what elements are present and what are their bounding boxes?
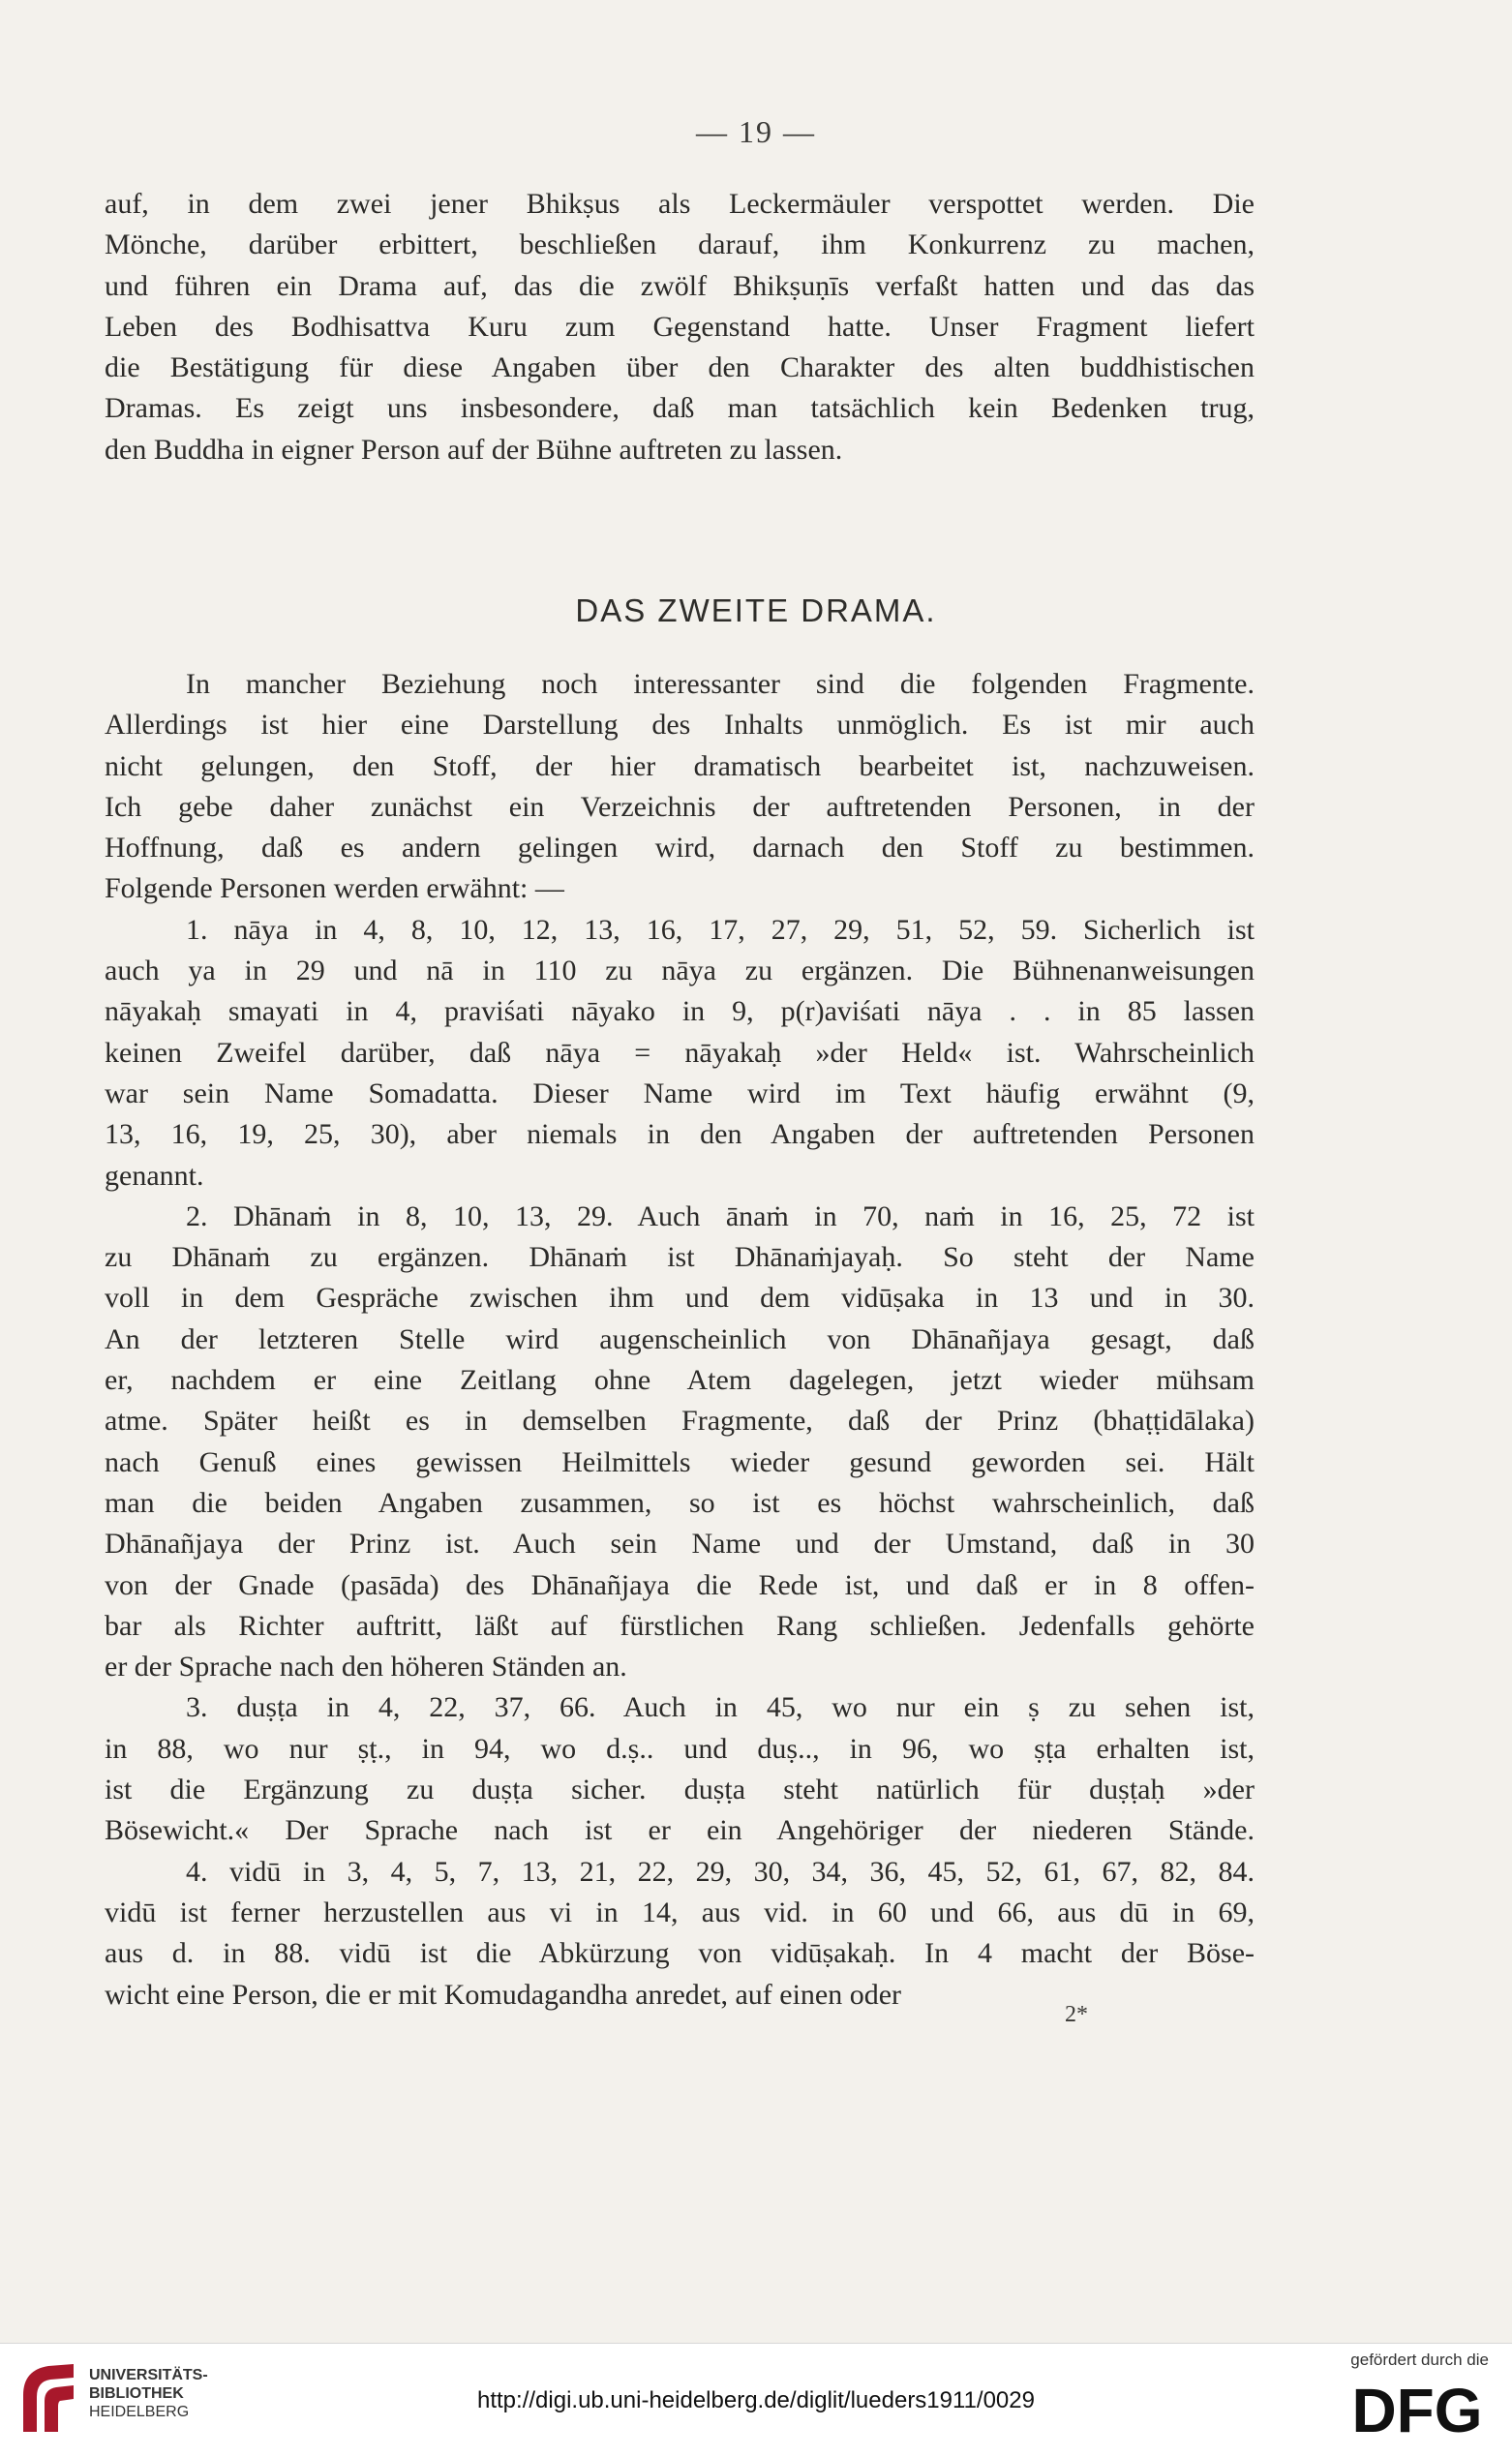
text-line: Folgende Personen werden erwähnt: — <box>105 872 564 905</box>
text-line: Mönche, darüber erbittert, beschließen darauf, ihm Konkurrenz zu machen, <box>105 228 1255 261</box>
text-line: auf, in dem zwei jener Bhikṣus als Leckermäuler verspottet werden. Die <box>105 188 1255 220</box>
text-line: Leben des Bodhisattva Kuru zum Gegenstand hatte. Unser Fragment liefert <box>105 310 1255 343</box>
text-line: von der Gnade (pasāda) des Dhānañjaya die Rede ist, und daß er in 8 offen- <box>105 1568 1255 1601</box>
text-line: in 88, wo nur ṣṭ., in 94, wo d.ṣ.. und duṣ.., in 96, wo ṣṭa erhalten ist, <box>105 1732 1255 1765</box>
text-line: zu Dhānaṁ zu ergänzen. Dhānaṁ ist Dhānaṁjayaḥ. So steht der Name <box>105 1241 1255 1274</box>
text-line: er der Sprache nach den höheren Ständen an. <box>105 1651 627 1684</box>
section-heading: DAS ZWEITE DRAMA. <box>575 592 937 628</box>
text-line: Ich gebe daher zunächst ein Verzeichnis der auftretenden Personen, in der <box>105 790 1255 823</box>
page-number: — 19 — <box>696 114 816 149</box>
body-text <box>105 664 1255 2016</box>
text-line: man die beiden Angaben zusammen, so ist es höchst wahrscheinlich, daß <box>105 1486 1255 1519</box>
text-line: und führen ein Drama auf, das die zwölf Bhikṣuṇīs verfaßt hatten und das das <box>105 269 1255 302</box>
text-line: vidū ist ferner herzustellen aus vi in 14, aus vid. in 60 und 66, aus dū in 69, <box>105 1896 1255 1928</box>
library-line-2: BIBLIOTHEK <box>89 2385 184 2402</box>
text-line: nach Genuß eines gewissen Heilmittels wieder gesund geworden sei. Hält <box>105 1445 1255 1478</box>
text-line: den Buddha in eigner Person auf der Bühne auftreten zu lassen. <box>105 433 843 466</box>
text-line: Allerdings ist hier eine Darstellung des Inhalts unmöglich. Es ist mir auch <box>105 709 1255 742</box>
signature-mark: 2* <box>1065 2002 1088 2027</box>
text-line: war sein Name Somadatta. Dieser Name wird im Text häufig erwähnt (9, <box>105 1077 1255 1109</box>
permalink-url[interactable]: http://digi.ub.uni-heidelberg.de/diglit/lueders1911/0029 <box>477 2387 1035 2413</box>
text-line: wicht eine Person, die er mit Komudagandha anredet, auf einen oder <box>105 1978 902 2011</box>
text-line: atme. Später heißt es in demselben Fragmente, daß der Prinz (bhaṭṭidālaka) <box>105 1405 1255 1438</box>
text-line: Dhānañjaya der Prinz ist. Auch sein Name und der Umstand, daß in 30 <box>105 1528 1255 1561</box>
text-line: er, nachdem er eine Zeitlang ohne Atem dagelegen, jetzt wieder mühsam <box>105 1364 1255 1397</box>
dfg-logo-icon[interactable] <box>1344 2374 1491 2442</box>
intro-paragraph <box>105 184 1255 470</box>
text-line: genannt. <box>105 1159 204 1192</box>
text-line: voll in dem Gespräche zwischen ihm und dem vidūṣaka in 13 und in 30. <box>105 1282 1255 1315</box>
library-line-1: UNIVERSITÄTS- <box>89 2367 208 2383</box>
text-line: 2. Dhānaṁ in 8, 10, 13, 29. Auch ānaṁ in 70, naṁ in 16, 25, 72 ist <box>186 1199 1255 1232</box>
text-line: Bösewicht.« Der Sprache nach ist er ein Angehöriger der niederen Stände. <box>105 1814 1255 1847</box>
text-line: Dramas. Es zeigt uns insbesondere, daß man tatsächlich kein Bedenken trug, <box>105 392 1255 425</box>
text-line: 3. duṣṭa in 4, 22, 37, 66. Auch in 45, wo nur ein ṣ zu sehen ist, <box>186 1691 1255 1724</box>
text-line: auch ya in 29 und nā in 110 zu nāya zu ergänzen. Die Bühnenanweisungen <box>105 955 1255 987</box>
library-line-3: HEIDELBERG <box>89 2404 190 2420</box>
funded-by-label: gefördert durch die <box>1350 2351 1489 2369</box>
text-line: ist die Ergänzung zu duṣṭa sicher. duṣṭa steht natürlich für duṣṭaḥ »der <box>105 1774 1255 1806</box>
text-line: In mancher Beziehung noch interessanter sind die folgenden Fragmente. <box>186 668 1255 700</box>
text-line: 13, 16, 19, 25, 30), aber niemals in den Angaben der auftretenden Personen <box>105 1118 1255 1151</box>
text-line: 1. nāya in 4, 8, 10, 12, 13, 16, 17, 27, 29, 51, 52, 59. Sicherlich ist <box>186 913 1255 946</box>
text-line: bar als Richter auftritt, läßt auf fürstlichen Rang schließen. Jedenfalls gehörte <box>105 1609 1255 1642</box>
text-line: 4. vidū in 3, 4, 5, 7, 13, 21, 22, 29, 30, 34, 36, 45, 52, 61, 67, 82, 84. <box>186 1855 1255 1888</box>
dfg-logo-text: DFG <box>1351 2376 1483 2442</box>
text-line: nāyakaḥ smayati in 4, praviśati nāyako in 9, p(r)aviśati nāya . . in 85 lassen <box>105 995 1255 1028</box>
text-line: keinen Zweifel darüber, daß nāya = nāyakaḥ »der Held« ist. Wahrscheinlich <box>105 1036 1255 1069</box>
text-line: Hoffnung, daß es andern gelingen wird, darnach den Stoff zu bestimmen. <box>105 832 1255 864</box>
text-line: aus d. in 88. vidū ist die Abkürzung von vidūṣakaḥ. In 4 macht der Böse- <box>105 1937 1255 1970</box>
text-line: nicht gelungen, den Stoff, der hier dramatisch bearbeitet ist, nachzuweisen. <box>105 749 1255 782</box>
text-line: An der letzteren Stelle wird augenscheinlich von Dhānañjaya gesagt, daß <box>105 1322 1255 1355</box>
text-line: die Bestätigung für diese Angaben über den Charakter des alten buddhistischen <box>105 351 1255 384</box>
